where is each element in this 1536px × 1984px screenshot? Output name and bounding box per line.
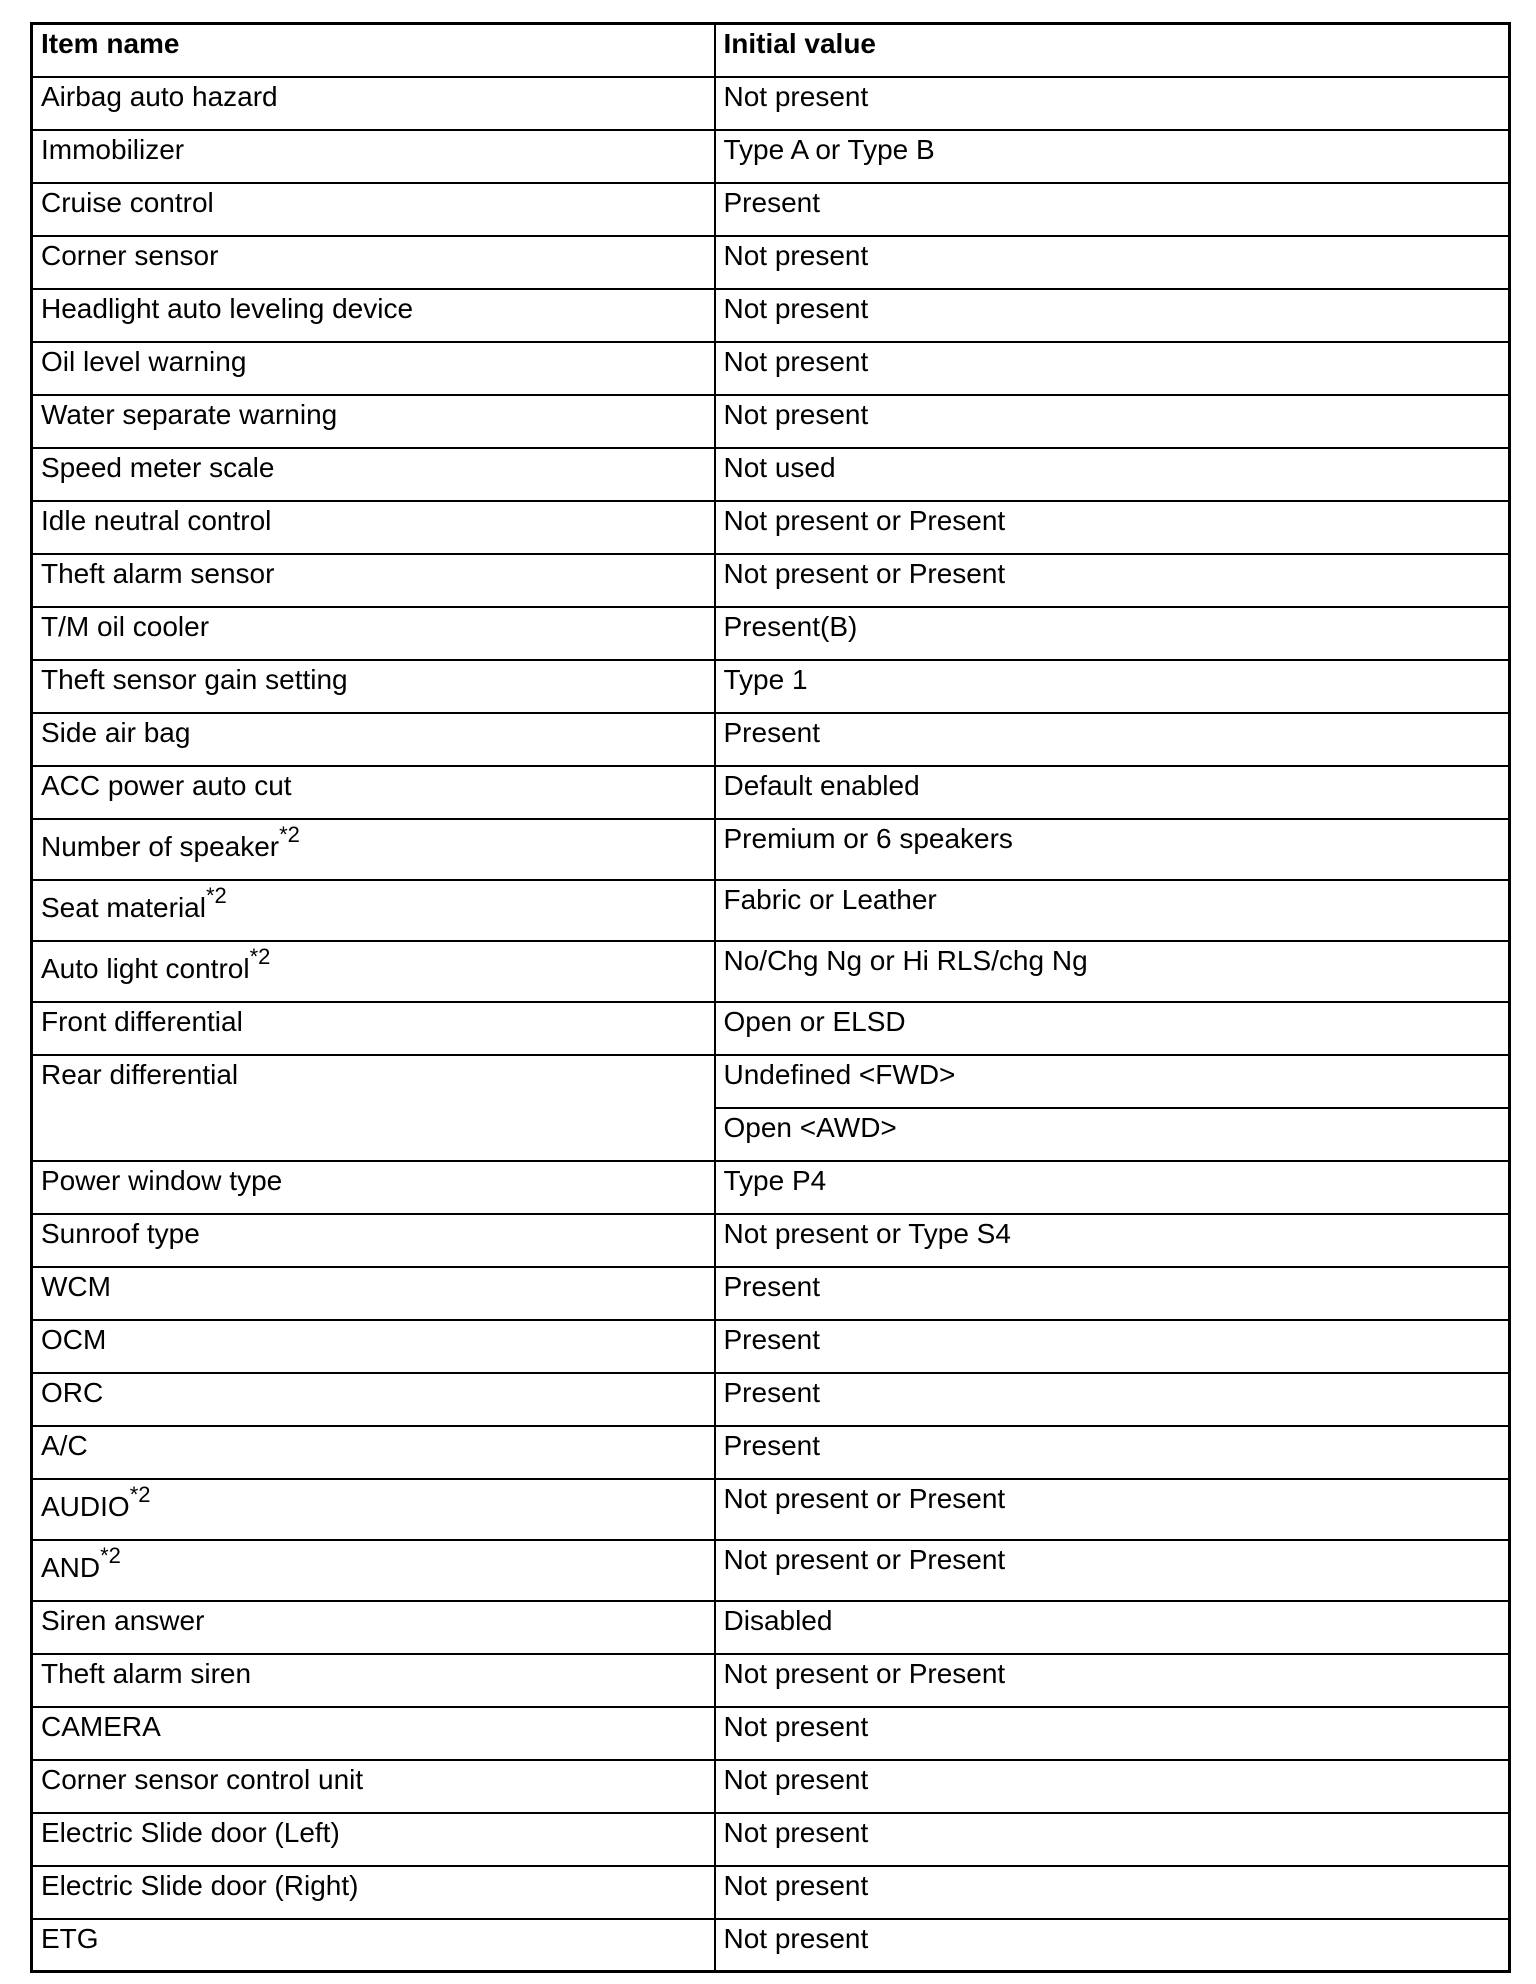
item-name: Cruise control (41, 186, 214, 218)
item-name-cell (32, 236, 715, 289)
item-name-cell (32, 342, 715, 395)
initial-value-cell: Undefined <FWD> (715, 1055, 1510, 1108)
item-name-cell (32, 713, 715, 766)
initial-value-cell: Type A or Type B (715, 130, 1510, 183)
item-name: Theft alarm siren (41, 1657, 252, 1689)
initial-value-cell: Disabled (715, 1601, 1510, 1654)
initial-value-cell: Not present or Type S4 (715, 1214, 1510, 1267)
item-name: Headlight auto leveling device (41, 292, 414, 324)
item-name: AUDIO (41, 1490, 130, 1522)
table-row (32, 77, 1510, 130)
initial-value-cell: Not present or Present (715, 554, 1510, 607)
table-row (32, 183, 1510, 236)
table-header-row (32, 24, 1510, 77)
item-name: Auto light control (41, 952, 250, 984)
initial-value-cell: Type P4 (715, 1161, 1510, 1214)
initial-value-cell: Present (715, 1373, 1510, 1426)
item-name: Side air bag (41, 716, 191, 748)
table-row (32, 1320, 1510, 1373)
initial-value-cell: Present (715, 713, 1510, 766)
item-name: AND (41, 1551, 101, 1583)
table-row (32, 941, 1510, 1002)
item-name: Immobilizer (41, 133, 185, 165)
table-row (32, 1760, 1510, 1813)
table-row (32, 1919, 1510, 1972)
item-name: Electric Slide door (Left) (41, 1816, 340, 1848)
initial-value-cell: Not present (715, 1707, 1510, 1760)
item-name-cell (32, 183, 715, 236)
item-name-cell (32, 130, 715, 183)
item-name: Corner sensor control unit (41, 1763, 364, 1795)
item-name: Electric Slide door (Right) (41, 1869, 359, 1901)
table-row (32, 130, 1510, 183)
header-initial-value: Initial value (715, 24, 1510, 77)
table-row (32, 819, 1510, 880)
item-name-cell (32, 289, 715, 342)
table-row (32, 554, 1510, 607)
table-row (32, 1373, 1510, 1426)
item-name: Front differential (41, 1005, 243, 1037)
item-name-cell (32, 1760, 715, 1813)
item-name-cell (32, 1540, 715, 1601)
item-name: Seat material (41, 891, 206, 923)
item-name: Number of speaker (41, 830, 280, 862)
item-name-cell (32, 1214, 715, 1267)
initial-value-cell: Not present (715, 342, 1510, 395)
initial-value-cell: Open <AWD> (715, 1108, 1510, 1161)
item-name-cell (32, 1267, 715, 1320)
initial-value-cell: Not present (715, 1760, 1510, 1813)
initial-value-cell: Not present (715, 236, 1510, 289)
item-name-cell (32, 1002, 715, 1055)
item-name-cell (32, 1479, 715, 1540)
item-name-cell (32, 501, 715, 554)
item-name: ETG (41, 1922, 99, 1954)
initial-value-cell: Present (715, 1426, 1510, 1479)
item-name-cell (32, 1707, 715, 1760)
table-row (32, 1055, 1510, 1108)
item-name: Theft alarm sensor (41, 557, 275, 589)
footnote-marker: *2 (279, 822, 300, 848)
table-row (32, 289, 1510, 342)
initial-value-cell: Present (715, 1320, 1510, 1373)
item-name-cell (32, 1919, 715, 1972)
item-name: CAMERA (41, 1710, 161, 1742)
item-name-cell (32, 554, 715, 607)
initial-value-cell: Fabric or Leather (715, 880, 1510, 941)
item-name-cell (32, 1601, 715, 1654)
initial-value-cell: Not present (715, 395, 1510, 448)
initial-value-cell: Not present (715, 289, 1510, 342)
item-name: Rear differential (41, 1058, 239, 1090)
footnote-marker: *2 (249, 944, 271, 970)
table-row (32, 395, 1510, 448)
item-name-cell (32, 660, 715, 713)
item-name-cell (32, 819, 715, 880)
initial-value-cell: Not present (715, 1866, 1510, 1919)
table-row (32, 236, 1510, 289)
item-name: ACC power auto cut (41, 769, 292, 801)
item-name: Speed meter scale (41, 451, 275, 483)
table-row (32, 1161, 1510, 1214)
initial-value-table (30, 22, 1511, 1973)
item-name: OCM (41, 1323, 107, 1355)
item-name: Airbag auto hazard (41, 80, 278, 112)
initial-value-cell: Not present or Present (715, 1654, 1510, 1707)
initial-value-cell: Not used (715, 448, 1510, 501)
header-item-name: Item name (32, 24, 715, 77)
table-row (32, 1813, 1510, 1866)
item-name-cell (32, 1426, 715, 1479)
item-name-cell (32, 880, 715, 941)
initial-value-cell: Present(B) (715, 607, 1510, 660)
initial-value-cell: Not present or Present (715, 1540, 1510, 1601)
table-row (32, 1426, 1510, 1479)
item-name: Water separate warning (41, 398, 338, 430)
item-name-cell (32, 1373, 715, 1426)
initial-value-cell: Present (715, 183, 1510, 236)
item-name-cell (32, 1654, 715, 1707)
table-row (32, 1654, 1510, 1707)
initial-value-cell: Not present (715, 1919, 1510, 1972)
item-name-cell (32, 1813, 715, 1866)
item-name-cell (32, 77, 715, 130)
item-name-cell (32, 1320, 715, 1373)
table-row (32, 766, 1510, 819)
table-row (32, 713, 1510, 766)
item-name-cell (32, 1055, 715, 1161)
item-name: Idle neutral control (41, 504, 272, 536)
initial-value-cell: No/Chg Ng or Hi RLS/chg Ng (715, 941, 1510, 1002)
item-name: ORC (41, 1376, 104, 1408)
initial-value-cell: Default enabled (715, 766, 1510, 819)
table-row (32, 448, 1510, 501)
item-name-cell (32, 448, 715, 501)
table-row (32, 1214, 1510, 1267)
initial-value-cell: Premium or 6 speakers (715, 819, 1510, 880)
item-name: A/C (41, 1429, 88, 1461)
initial-value-cell: Open or ELSD (715, 1002, 1510, 1055)
item-name: Siren answer (41, 1604, 205, 1636)
table-row (32, 1707, 1510, 1760)
table-row (32, 880, 1510, 941)
footnote-marker: *2 (129, 1482, 151, 1508)
item-name: Theft sensor gain setting (41, 663, 348, 695)
item-name-cell (32, 766, 715, 819)
item-name-cell (32, 395, 715, 448)
initial-value-cell: Type 1 (715, 660, 1510, 713)
item-name-cell (32, 1161, 715, 1214)
table-row (32, 1540, 1510, 1601)
table-row (32, 1601, 1510, 1654)
initial-value-cell: Not present (715, 1813, 1510, 1866)
item-name: Power window type (41, 1164, 283, 1196)
table-row (32, 1866, 1510, 1919)
item-name: Corner sensor (41, 239, 219, 271)
footnote-marker: *2 (205, 883, 227, 909)
initial-value-cell: Not present (715, 77, 1510, 130)
table-row (32, 1002, 1510, 1055)
initial-value-cell: Not present or Present (715, 501, 1510, 554)
item-name: Sunroof type (41, 1217, 200, 1249)
table-row (32, 342, 1510, 395)
table-row (32, 1267, 1510, 1320)
item-name-cell (32, 607, 715, 660)
table-row (32, 501, 1510, 554)
initial-value-cell: Present (715, 1267, 1510, 1320)
footnote-marker: *2 (100, 1543, 121, 1569)
table-row (32, 660, 1510, 713)
initial-value-cell: Not present or Present (715, 1479, 1510, 1540)
item-name: T/M oil cooler (41, 610, 210, 642)
item-name-cell (32, 941, 715, 1002)
item-name-cell (32, 1866, 715, 1919)
table-row (32, 1479, 1510, 1540)
table-row (32, 607, 1510, 660)
item-name: Oil level warning (41, 345, 247, 377)
item-name: WCM (41, 1270, 111, 1302)
